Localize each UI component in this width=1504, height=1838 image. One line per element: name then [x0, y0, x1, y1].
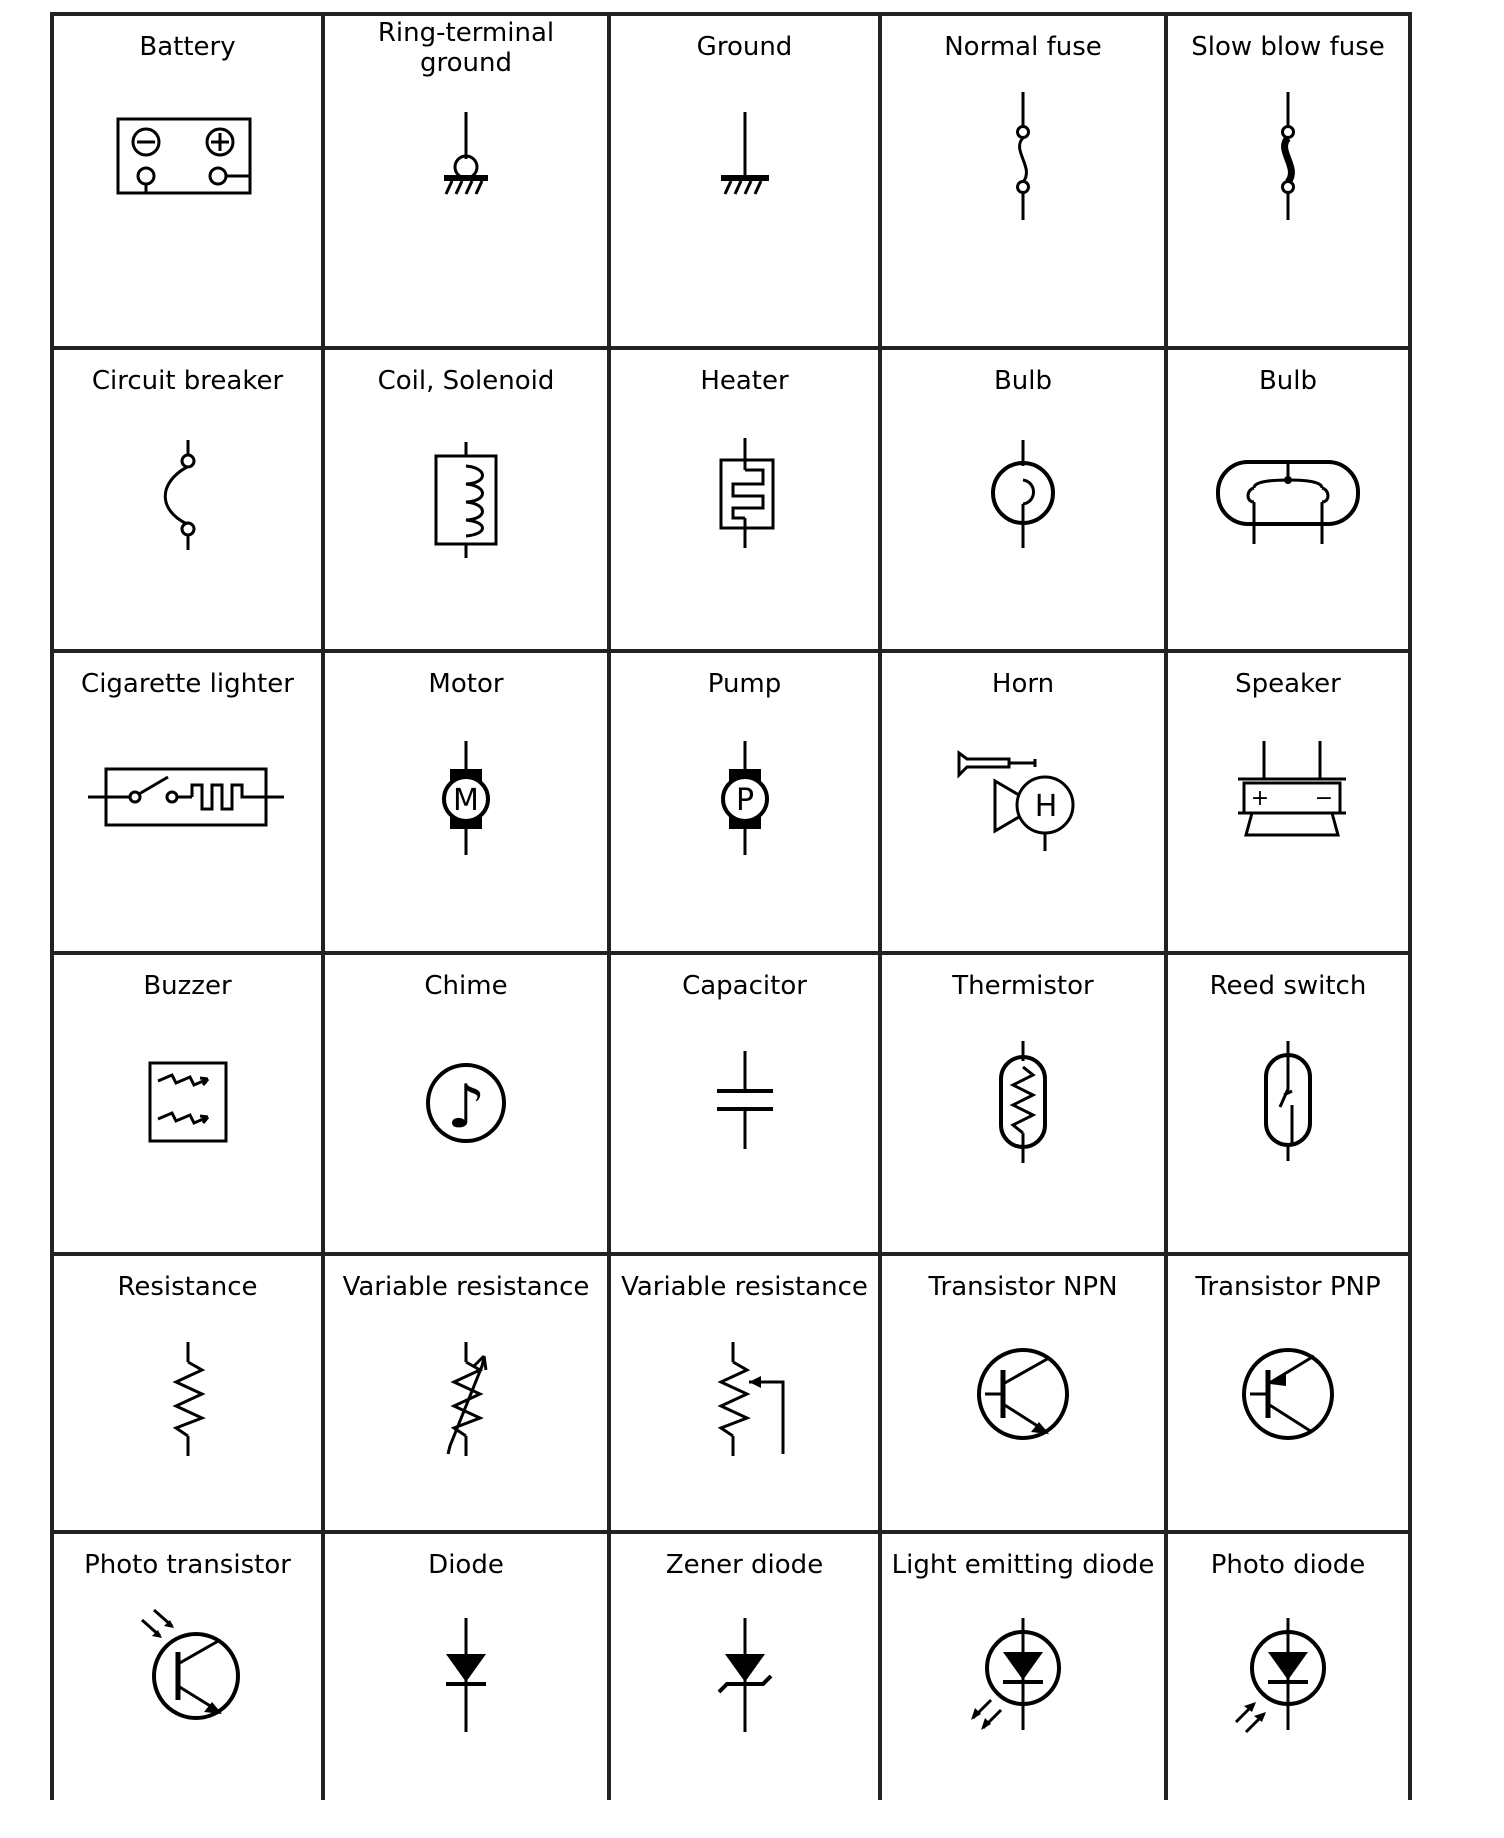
symbol-cell [323, 1254, 609, 1532]
diode-icon [366, 1582, 566, 1782]
transistor-pnp-icon [1188, 1304, 1388, 1504]
symbol-label: Speaker [1235, 669, 1341, 699]
circuit-breaker-icon [88, 398, 288, 598]
symbol-label: Motor [428, 669, 504, 699]
variable-resistance-wiper-icon [645, 1304, 845, 1504]
photo-transistor-icon [88, 1582, 288, 1782]
symbol-label: Resistance [117, 1272, 258, 1302]
slow-blow-fuse-icon [1188, 64, 1388, 264]
symbol-cell [52, 953, 323, 1254]
speaker-icon [1188, 701, 1388, 901]
symbol-cell [52, 1532, 323, 1800]
symbol-label: Bulb [993, 366, 1053, 396]
symbol-label: Capacitor [682, 971, 807, 1001]
symbol-label: Coil, Solenoid [377, 366, 555, 396]
buzzer-icon [88, 1003, 288, 1203]
bulb-double-filament-icon [1188, 398, 1388, 598]
symbol-letter: M [453, 783, 479, 818]
symbol-cell [880, 651, 1166, 953]
symbol-cell [609, 348, 880, 651]
symbol-label: Light emitting diode [891, 1550, 1155, 1580]
symbol-cell [1166, 651, 1410, 953]
symbol-cell [323, 14, 609, 348]
symbol-label: Variable resistance [621, 1272, 868, 1302]
resistance-icon [88, 1304, 288, 1504]
symbol-label: Chime [424, 971, 508, 1001]
symbol-label: Zener diode [665, 1550, 824, 1580]
symbol-cell [1166, 1254, 1410, 1532]
symbol-letter: − [1314, 786, 1334, 811]
symbol-label: Transistor PNP [1195, 1272, 1381, 1302]
symbol-cell [323, 1532, 609, 1800]
symbol-letter: H [1034, 789, 1058, 824]
symbol-label: Horn [991, 669, 1055, 699]
symbol-label: Ground [696, 32, 793, 62]
symbol-cell [52, 14, 323, 348]
symbol-cell [609, 953, 880, 1254]
symbol-label: Bulb [1258, 366, 1318, 396]
symbol-label: Thermistor [952, 971, 1094, 1001]
ring-terminal-ground-icon [366, 64, 566, 264]
symbol-cell [52, 348, 323, 651]
variable-resistance-icon [366, 1304, 566, 1504]
symbol-letter: P [735, 783, 755, 818]
symbol-label: Battery [139, 32, 236, 62]
symbol-label: Heater [700, 366, 789, 396]
heater-icon [645, 398, 845, 598]
pump-icon [645, 701, 845, 901]
horn-icon [923, 701, 1123, 901]
symbol-label: Cigarette lighter [81, 669, 294, 699]
symbol-label: Diode [428, 1550, 504, 1580]
symbol-label: Variable resistance [342, 1272, 590, 1302]
symbol-cell [1166, 14, 1410, 348]
symbol-cell [323, 651, 609, 953]
symbol-cell [880, 1254, 1166, 1532]
symbol-label: Reed switch [1209, 971, 1367, 1001]
chime-icon [366, 1003, 566, 1203]
symbol-cell [880, 348, 1166, 651]
symbol-label: Transistor NPN [928, 1272, 1118, 1302]
symbol-letter: + [1250, 786, 1270, 811]
ground-icon [645, 64, 845, 264]
capacitor-icon [645, 1003, 845, 1203]
symbol-cell [52, 651, 323, 953]
symbol-label: Circuit breaker [91, 366, 284, 396]
symbol-cell [52, 1254, 323, 1532]
symbol-label: Pump [707, 669, 782, 699]
bulb-icon [923, 398, 1123, 598]
symbol-cell [609, 651, 880, 953]
reed-switch-icon [1188, 1003, 1388, 1203]
symbol-cell [1166, 1532, 1410, 1800]
normal-fuse-icon [923, 64, 1123, 264]
symbol-label: Photo diode [1210, 1550, 1366, 1580]
symbol-cell [1166, 953, 1410, 1254]
symbol-label: Ring-terminal ground [377, 18, 555, 78]
symbol-cell [880, 14, 1166, 348]
symbol-letter: ♪ [446, 1072, 486, 1142]
symbol-cell [880, 1532, 1166, 1800]
photo-diode-icon [1188, 1582, 1388, 1782]
transistor-npn-icon [923, 1304, 1123, 1504]
symbol-cell [609, 1254, 880, 1532]
symbol-cell [323, 348, 609, 651]
symbol-cell [323, 953, 609, 1254]
symbol-label: Photo transistor [84, 1550, 291, 1580]
symbol-label: Buzzer [143, 971, 232, 1001]
battery-icon [88, 64, 288, 264]
motor-icon [366, 701, 566, 901]
symbol-cell [880, 953, 1166, 1254]
coil-solenoid-icon [366, 398, 566, 598]
cigarette-lighter-icon [88, 701, 288, 901]
symbol-label: Slow blow fuse [1191, 32, 1385, 62]
thermistor-icon [923, 1003, 1123, 1203]
zener-diode-icon [645, 1582, 845, 1782]
symbol-cell [1166, 348, 1410, 651]
symbol-cell [609, 14, 880, 348]
symbol-cell [609, 1532, 880, 1800]
symbol-label: Normal fuse [944, 32, 1102, 62]
light-emitting-diode-icon [923, 1582, 1123, 1782]
